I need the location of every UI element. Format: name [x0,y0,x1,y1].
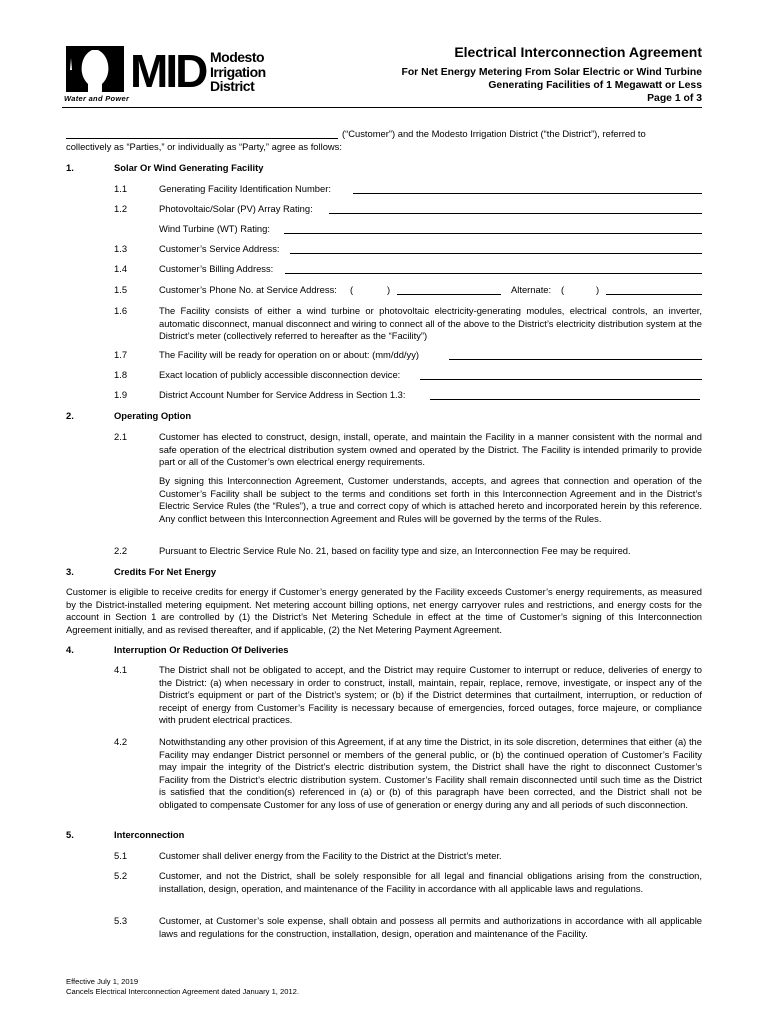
section-4-number: 4. [66,644,74,655]
section-4-title: Interruption Or Reduction Of Deliveries [114,644,289,655]
item-1-8-number: 1.8 [114,369,128,380]
section-2-number: 2. [66,410,74,421]
item-5-1-text: Customer shall deliver energy from the Facility to the District at the District’s meter. [159,850,502,861]
item-1-7-number: 1.7 [114,349,128,360]
item-1-9-number: 1.9 [114,389,128,400]
water-drop-bulb-icon [62,44,128,94]
phone-number-field[interactable] [397,294,501,295]
item-1-6-number: 1.6 [114,305,128,316]
phone-paren-close: ) [387,284,391,295]
section-3-title: Credits For Net Energy [114,566,217,577]
item-5-2-number: 5.2 [114,870,128,881]
pv-rating-field[interactable] [329,213,702,214]
item-1-9-label: District Account Number for Service Address in Section 1.3: [159,389,406,400]
wind-turbine-label: Wind Turbine (WT) Rating: [159,223,270,234]
logo-word: Modesto [210,49,265,65]
item-1-8-label: Exact location of publicly accessible disconnection device: [159,369,401,380]
alt-paren-open: ( [561,284,565,295]
intro-line-1: (“Customer”) and the Modesto Irrigation District (“the District”), referred to [342,128,646,139]
document-subtitle [401,66,702,92]
item-1-4-label: Customer’s Billing Address: [159,263,274,274]
header-divider [62,107,702,108]
wt-rating-field[interactable] [284,233,702,234]
account-number-field[interactable] [430,399,700,400]
logo-tagline: Water and Power [64,94,130,103]
section-5-number: 5. [66,829,74,840]
item-1-4-number: 1.4 [114,263,128,274]
item-4-1-text: The District shall not be obligated to accept, and the District may require Customer to interrupt or reduce, deliveries of energy to the District: (a) when necessary in order to construct, install, maintain, repair, replace, remove, investigate, or inspect any of the District’s equipment or part of the District’s system; or (b) if the District determines that curtailment, interruption, or reduction of receipt of energy from Customer’s Facility is necessary because of emergencies, forced outages, force majeure, or compliance with prudent electrical practices. [159,664,702,726]
phone-paren-open: ( [350,284,354,295]
section-5-title: Interconnection [114,829,185,840]
subtitle-line: For Net Energy Metering From Solar Electric or Wind Turbine [401,67,702,78]
item-1-1-label: Generating Facility Identification Number: [159,183,331,194]
item-2-2-number: 2.2 [114,545,128,556]
item-4-2-text: Notwithstanding any other provision of this Agreement, if at any time the District, in its sole discretion, determines that either (a) the Facility may endanger District personnel or members of the general public, or (b) the continued operation of Customer’s Facility may impair the integrity of the District’s electric distribution system, the District shall have the right to disconnect Customer’s Facility from the District’s electric distribution system. Customer’s Facility shall remain disconnected until such time as the District is satisfied that the condition(s) referenced in (a) or (b) of this paragraph have been corrected, and the District shall not be obligated to compensate Customer for any loss of use of generation or energy during any and all periods of such disconnection. [159,736,702,810]
service-address-field[interactable] [290,253,702,254]
intro-line-2: collectively as “Parties,” or individually as “Party,” agree as follows: [66,141,342,152]
section-1-number: 1. [66,162,74,173]
mid-logo [62,44,294,106]
logo-word: District [210,78,255,94]
item-1-7-label: The Facility will be ready for operation on or about: (mm/dd/yy) [159,349,420,360]
item-2-1-number: 2.1 [114,431,128,442]
item-1-2-number: 1.2 [114,203,128,214]
item-1-3-number: 1.3 [114,243,128,254]
footer-effective-date: Effective July 1, 2019 [66,977,139,986]
item-4-2-number: 4.2 [114,736,128,747]
alt-paren-close: ) [596,284,600,295]
disconnect-location-field[interactable] [420,379,702,380]
logo-words [210,50,266,94]
section-2-title: Operating Option [114,410,192,421]
item-2-1-text: Customer has elected to construct, design, install, operate, and maintain the Facility in a manner consistent with the normal and safe operation of the electrical distribution system owned and operated by the District. The Facility is intended primarily to provide part or all of the Customer’s own electrical energy requirements. [159,431,702,468]
logo-word: Irrigation [210,63,266,80]
item-1-5-label: Customer’s Phone No. at Service Address: [159,284,337,295]
footer [66,977,299,997]
logo-letters: MID [130,45,206,97]
subtitle-line: Generating Facilities of 1 Megawatt or Less [488,80,702,91]
ready-date-field[interactable] [449,359,702,360]
item-1-6-text: The Facility consists of either a wind turbine or photovoltaic electricity-generating modules, electrical controls, an inverter, automatic disconnect, manual disconnect and wiring to connect all of the above to the District’s electricity distribution system at the District’s meter (collectively referred to hereafter as the “Facility”) [159,305,702,342]
item-1-3-label: Customer’s Service Address: [159,243,280,254]
alternate-phone-field[interactable] [606,294,702,295]
item-4-1-number: 4.1 [114,664,128,675]
section-3-number: 3. [66,566,74,577]
billing-address-field[interactable] [285,273,702,274]
item-1-1-number: 1.1 [114,183,128,194]
item-5-3-number: 5.3 [114,915,128,926]
item-2-1-paragraph-2: By signing this Interconnection Agreement, Customer understands, accepts, and agrees that connection and operation of the Customer’s Facility shall be subject to the terms and conditions set forth in this Interconnection Agreement and in the District’s Electric Service Rules (the “Rules”), a true and correct copy of which is attached hereto and incorporated herein by this reference. Any conflict between this Interconnection Agreement and Rules will be governed by the terms of the Rules. [159,475,702,524]
section-1-title: Solar Or Wind Generating Facility [114,162,264,173]
item-1-2-label: Photovoltaic/Solar (PV) Array Rating: [159,203,313,214]
alternate-label: Alternate: [511,284,552,295]
item-5-1-number: 5.1 [114,850,128,861]
customer-name-field[interactable] [66,138,338,139]
section-3-body: Customer is eligible to receive credits for energy if Customer’s energy generated by the Facility exceeds Customer’s energy requirements, as measured by the District-installed metering equipment. Net metering account billing options, net energy carryover rules and restrictions, and energy costs for the account in Section 1 are controlled by (1) the District’s Net Metering Schedule in effect at the time of Customer’s signing of this Interconnection Agreement initially, and as revised thereafter, and if applicable, (2) the Net Metering Payment Agreement. [66,586,702,635]
page-number: Page 1 of 3 [647,93,702,104]
item-1-5-number: 1.5 [114,284,128,295]
item-2-2-text: Pursuant to Electric Service Rule No. 21, based on facility type and size, an Interconnection Fee may be required. [159,545,631,556]
facility-id-field[interactable] [353,193,702,194]
item-5-2-text: Customer, and not the District, shall be solely responsible for all legal and financial obligations arising from the construction, installation, design, operation, and maintenance of the Facility in accordance with all applicable laws and regulations. [159,870,702,894]
footer-cancels-note: Cancels Electrical Interconnection Agreement dated January 1, 2012. [66,987,300,996]
document-title: Electrical Interconnection Agreement [454,44,702,60]
item-5-3-text: Customer, at Customer’s sole expense, shall obtain and possess all permits and authorizations in accordance with all applicable laws and regulations for the construction, installation, design, operation and maintenance of the Facility. [159,915,702,939]
